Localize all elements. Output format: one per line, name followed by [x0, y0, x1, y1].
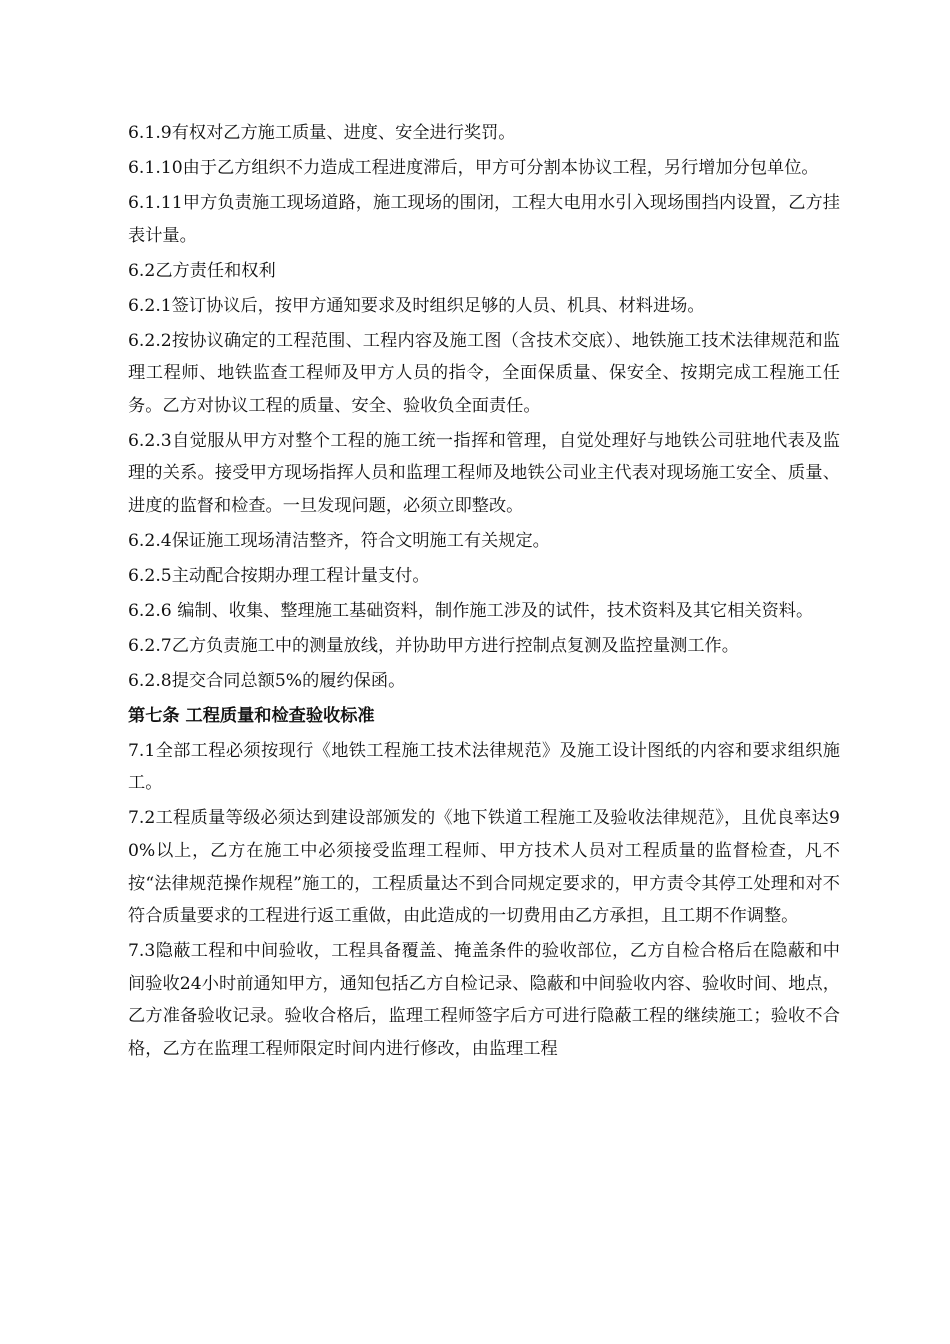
- clause-6-2-7: 6.2.7乙方负责施工中的测量放线，并协助甲方进行控制点复测及监控量测工作。: [128, 635, 739, 656]
- section-6-2-title: 6.2乙方责任和权利: [128, 260, 276, 281]
- clause-6-2-4: 6.2.4保证施工现场清洁整齐，符合文明施工有关规定。: [128, 530, 550, 551]
- clause-6-2-2: 6.2.2按协议确定的工程范围、工程内容及施工图（含技术交底）、地铁施工技术法律规范和监理工程师、地铁监查工程师及甲方人员的指令，全面保质量、保安全、按期完成工程施工任务。乙方对协议工程的质量、安全、验收负全面责任。: [128, 330, 840, 416]
- clause-6-2-8: 6.2.8提交合同总额5%的履约保函。: [128, 670, 406, 691]
- clause-7-2: 7.2工程质量等级必须达到建设部颁发的《地下铁道工程施工及验收法律规范》，且优良率达90%以上，乙方在施工中必须接受监理工程师、甲方技术人员对工程质量的监督检查，凡不按“法律规范操作规程”施工的，工程质量达不到合同规定要求的，甲方责令其停工处理和对不符合质量要求的工程进行返工重做，由此造成的一切费用由乙方承担，且工期不作调整。: [128, 808, 840, 927]
- clause-7-1: 7.1全部工程必须按现行《地铁工程施工技术法律规范》及施工设计图纸的内容和要求组织施工。: [128, 740, 840, 794]
- clause-6-1-11: 6.1.11甲方负责施工现场道路，施工现场的围闭，工程大电用水引入现场围挡内设置，乙方挂表计量。: [128, 192, 840, 246]
- document-page: [128, 117, 840, 1068]
- article-7-heading: 第七条 工程质量和检查验收标准: [128, 705, 375, 726]
- clause-6-2-5: 6.2.5主动配合按期办理工程计量支付。: [128, 565, 430, 586]
- clause-6-2-6: 6.2.6 编制、收集、整理施工基础资料，制作施工涉及的试件，技术资料及其它相关资料。: [128, 600, 814, 621]
- clause-6-1-9: 6.1.9有权对乙方施工质量、进度、安全进行奖罚。: [128, 123, 516, 143]
- clause-6-1-10: 6.1.10由于乙方组织不力造成工程进度滞后，甲方可分割本协议工程，另行增加分包单位。: [128, 157, 819, 178]
- clause-7-3: 7.3隐蔽工程和中间验收，工程具备覆盖、掩盖条件的验收部位，乙方自检合格后在隐蔽和中间验收24小时前通知甲方，通知包括乙方自检记录、隐蔽和中间验收内容、验收时间、地点，乙方准备验收记录。验收合格后，监理工程师签字后方可进行隐蔽工程的继续施工；验收不合格，乙方在监理工程师限定时间内进行修改，由监理工程: [128, 941, 840, 1059]
- clause-6-2-3: 6.2.3自觉服从甲方对整个工程的施工统一指挥和管理，自觉处理好与地铁公司驻地代表及监理的关系。接受甲方现场指挥人员和监理工程师及地铁公司业主代表对现场施工安全、质量、进度的监督和检查。一旦发现问题，必须立即整改。: [128, 430, 840, 516]
- clause-6-2-1: 6.2.1签订协议后，按甲方通知要求及时组织足够的人员、机具、材料进场。: [128, 295, 705, 316]
